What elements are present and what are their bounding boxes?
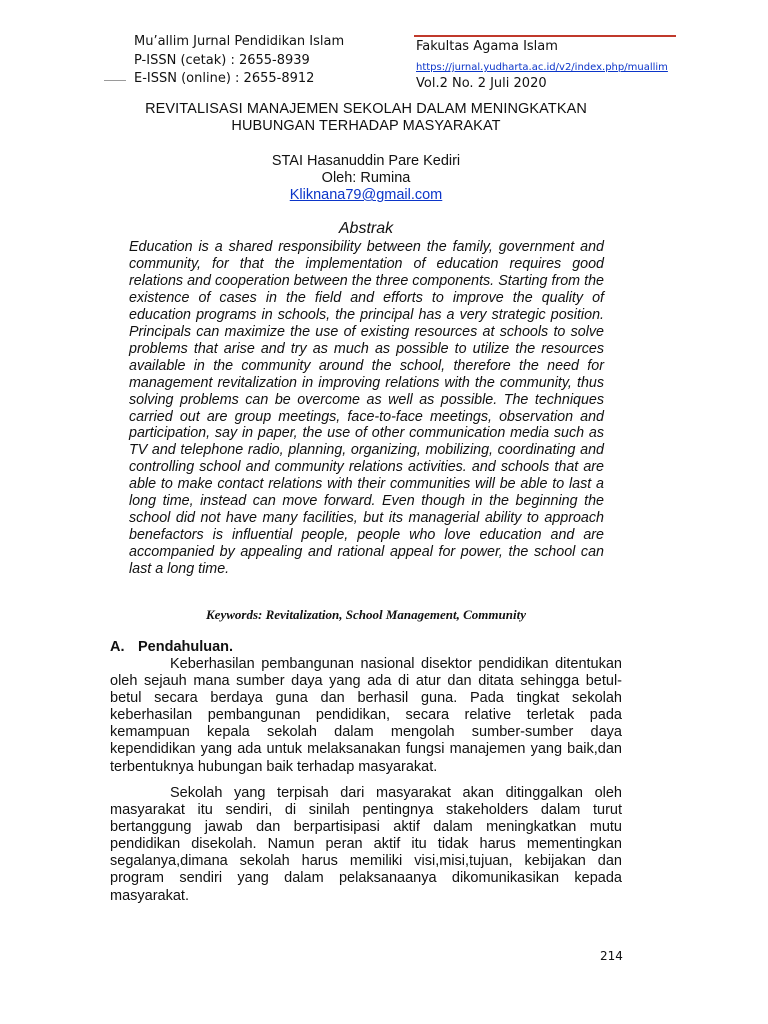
page-number: 214 xyxy=(600,949,623,963)
article-title-line1: REVITALISASI MANAJEMEN SEKOLAH DALAM MENINGKATKAN xyxy=(145,101,587,117)
article-title-line2: HUBUNGAN TERHADAP MASYARAKAT xyxy=(231,118,501,134)
author-name: Oleh: Rumina xyxy=(321,170,411,186)
institution: STAI Hasanuddin Pare Kediri xyxy=(271,153,461,169)
p-issn: P-ISSN (cetak) : 2655-8939 xyxy=(134,53,310,68)
paragraph xyxy=(110,656,622,776)
faculty-name: Fakultas Agama Islam xyxy=(416,39,558,54)
volume-issue: Vol.2 No. 2 Juli 2020 xyxy=(416,76,547,91)
abstract-text: Education is a shared responsibility between the family, government and community, for that the implementation of education requires good relations and cooperation between the three components. Starting from the existence of cases in the field and efforts to improve the quality of education programs in schools, the principal has a very strategic position. Principals can maximize the use of existing resources at schools to solve problems that arise and try as much as possible to utilize the resources available in the community around the school, therefore the need for management revitalization in improving relations with the community, thus solving problems can be overcome as well as possible. The techniques carried out are group meetings, face-to-face meetings, observation and participation, say in paper, the use of other communication media such as TV and telephone radio, planning, organizing, mobilizing, coordinating and controlling school and community relations activities. and schools that are able to make contact relations with their communities will be able to last a long time, instead can move forward. Even though in the beginning the school did not have many facilities, but its managerial ability to approach benefactors is influential people, people who love education and are accompanied by appealing and rational appeal for power, the school can last a long time. xyxy=(129,239,604,578)
section-number: A. xyxy=(110,639,125,655)
paragraph xyxy=(110,785,622,905)
header-accent-rule xyxy=(414,35,676,37)
journal-identity xyxy=(134,33,344,88)
journal-name: Mu’allim Jurnal Pendidikan Islam xyxy=(134,34,345,49)
e-issn: E-ISSN (online) : 2655-8912 xyxy=(134,71,315,86)
journal-publisher xyxy=(416,38,668,92)
section-heading xyxy=(110,638,233,656)
author-block xyxy=(100,153,632,204)
article-title xyxy=(100,101,632,135)
paragraph-text: Sekolah yang terpisah dari masyarakat akan ditinggalkan oleh masyarakat itu sendiri, di sinilah pentingnya stakeholders dalam turut bertanggung jawab dan berpartisipasi aktif dalam meningkatkan mutu pendidikan disekolah. Namun peran aktif itu tidak harus mementingkan segalanya,dimana sekolah harus memiliki visi,misi,tujuan, kebijakan dan program sendiri yang dalam pelaksanaanya dikomunikasikan kepada masyarakat. xyxy=(110,785,622,904)
paragraph-text: Keberhasilan pembangunan nasional disektor pendidikan ditentukan oleh sejauh mana sumber daya yang ada di atur dan ditata sehingga betul-betul secara berdaya guna dan berhasil guna. Pada tingkat sekolah keberhasilan pembangunan pendidikan, secara relative terletak pada kemampuan kepala sekolah dalam mengolah sumber-sumber daya kependidikan yang ada untuk melaksanakan fungsi manajemen yang baik,dan terbentuknya hubungan baik terhadap masyarakat. xyxy=(110,656,622,775)
section-title: Pendahuluan. xyxy=(138,639,234,655)
abstract-heading: Abstrak xyxy=(338,220,394,237)
keywords: Keywords: Revitalization, School Management, Community xyxy=(206,607,526,622)
header-left-dash xyxy=(104,80,126,81)
journal-url-link[interactable]: https://jurnal.yudharta.ac.id/v2/index.php/muallim xyxy=(416,62,668,73)
author-email-link[interactable]: Kliknana79@gmail.com xyxy=(289,187,443,203)
